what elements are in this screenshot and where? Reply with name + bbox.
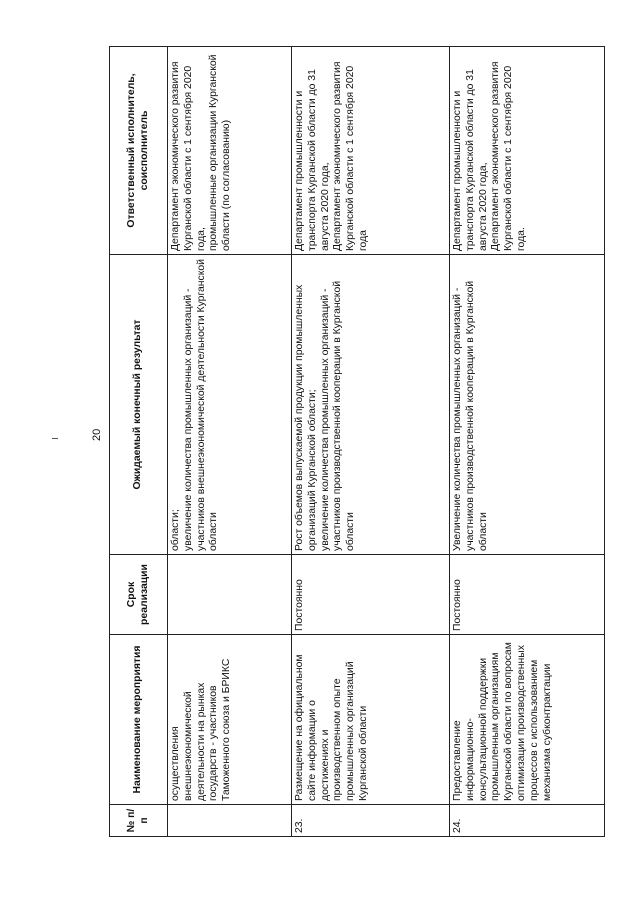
header-term: Срок реализации [110, 555, 168, 635]
result-line: области; [170, 509, 181, 551]
table-header-row [110, 47, 168, 837]
result-line: увеличение количества промышленных организаций - участников производственной кооперации в Курганской области [319, 280, 357, 551]
cell-responsible [168, 47, 292, 255]
cell-number [168, 805, 292, 837]
cell-activity-name: Предоставление информационно-консультационной поддержки промышленным организациям Курганской области по вопросам оптимизации производственных процессов с использованием механизма субконтрактации [450, 635, 605, 805]
page-number: 20 [91, 428, 103, 441]
cell-responsible [292, 47, 450, 255]
cell-term: Постоянно [450, 555, 605, 635]
header-expected-result: Ожидаемый конечный результат [110, 255, 168, 555]
responsible-line: Департамент экономического развития Курганской области с 1 сентября 2020 года. [490, 61, 527, 251]
responsible-line: Департамент экономического развития Курганской области с 1 сентября 2020 года [332, 61, 369, 251]
cell-number: 23. [292, 805, 450, 837]
cell-number: 24. [450, 805, 605, 837]
header-activity-name: Наименование мероприятия [110, 635, 168, 805]
responsible-line: Департамент экономического развития Курганской области с 1 сентября 2020 года, [170, 61, 207, 251]
cell-expected-result [450, 255, 605, 555]
header-responsible: Ответственный исполнитель, соисполнитель [110, 47, 168, 255]
cell-expected-result [168, 255, 292, 555]
table-row [168, 47, 292, 837]
cell-term: Постоянно [292, 555, 450, 635]
cell-responsible [450, 47, 605, 255]
result-line: Рост объемов выпускаемой продукции промышленных организаций Курганской области; [294, 284, 318, 551]
result-line: Увеличение количества промышленных организаций - участников производственной кооперации в Курганской области [452, 280, 489, 551]
result-line: увеличение количества промышленных организаций - участников внешнеэкономической деятельности Курганской области [182, 259, 220, 551]
header-number: № п/п [110, 805, 168, 837]
table-row [450, 47, 605, 837]
responsible-line: промышленные организации Курганской области (по согласованию) [208, 54, 233, 251]
responsible-line: Департамент промышленности и транспорта Курганской области до 31 августа 2020 года, [294, 69, 331, 251]
cell-activity-name: Размещение на официальном сайте информации о достижениях и производственном опыте промышленных организаций Курганской области [292, 635, 450, 805]
cell-term [168, 555, 292, 635]
table-row [292, 47, 450, 837]
cell-expected-result [292, 255, 450, 555]
activities-table [109, 46, 605, 837]
margin-mark [52, 438, 58, 439]
cell-activity-name: осуществления внешнеэкономической деятельности на рынках государств - участников Таможенного союза и БРИКС [168, 635, 292, 805]
rotated-page-content [109, 47, 579, 837]
responsible-line: Департамент промышленности и транспорта Курганской области до 31 августа 2020 года, [452, 69, 489, 251]
